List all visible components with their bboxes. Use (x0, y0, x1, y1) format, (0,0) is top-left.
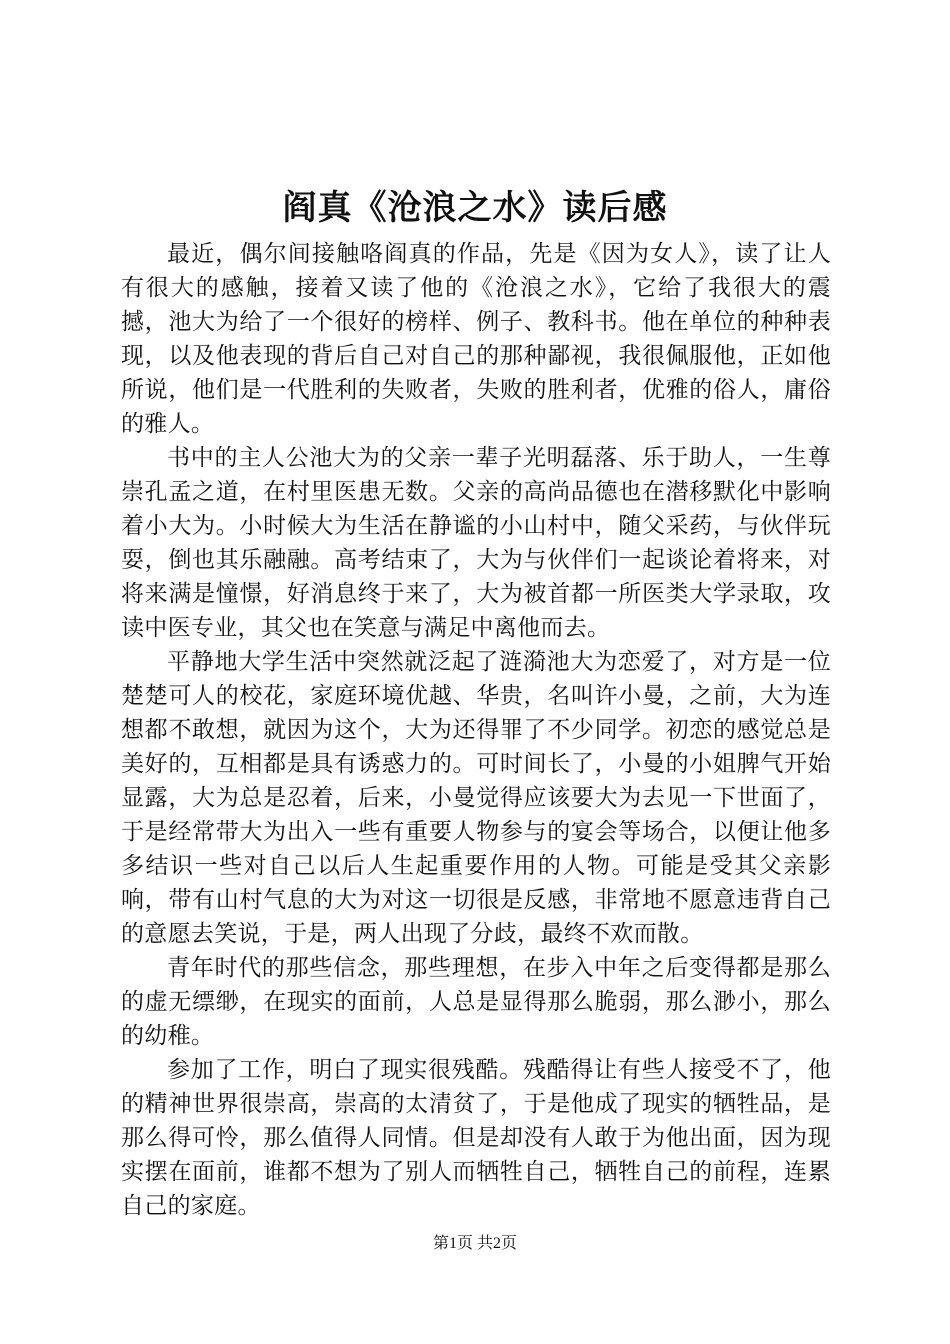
paragraph-1: 最近，偶尔间接触咯阎真的作品，先是《因为女人》，读了让人有很大的感触，接着又读了他的《沧浪之水》，它给了我很大的震撼，池大为给了一个很好的榜样、例子、教科书。他在单位的种种表现，以及他表现的背后自己对自己的那种鄙视，我很佩服他，正如他所说，他们是一代胜利的失败者，失败的胜利者，优雅的俗人，庸俗的雅人。 (121, 241, 831, 437)
document-body (121, 237, 831, 1223)
paragraph-4: 青年时代的那些信念，那些理想，在步入中年之后变得都是那么的虚无缥缈，在现实的面前，人总是显得那么脆弱，那么渺小，那么的幼稚。 (121, 955, 831, 1049)
paragraph-3: 平静地大学生活中突然就泛起了涟漪池大为恋爱了，对方是一位楚楚可人的校花，家庭环境优越、华贵，名叫许小曼，之前，大为连想都不敢想，就因为这个，大为还得罪了不少同学。初恋的感觉总是美好的，互相都是具有诱惑力的。可时间长了，小曼的小姐脾气开始显露，大为总是忍着，后来，小曼觉得应该要大为去见一下世面了，于是经常带大为出入一些有重要人物参与的宴会等场合，以便让他多多结识一些对自己以后人生起重要作用的人物。可能是受其父亲影响，带有山村气息的大为对这一切很是反感，非常地不愿意违背自己的意愿去笑说，于是，两人出现了分歧，最终不欢而散。 (121, 649, 831, 947)
paragraph-5: 参加了工作，明白了现实很残酷。残酷得让有些人接受不了，他的精神世界很崇高，崇高的太清贫了，于是他成了现实的牺牲品，是那么得可怜，那么值得人同情。但是却没有人敢于为他出面，因为现实摆在面前，谁都不想为了别人而牺牲自己，牺牲自己的前程，连累自己的家庭。 (121, 1057, 831, 1219)
paragraph-2: 书中的主人公池大为的父亲一辈子光明磊落、乐于助人，一生尊崇孔孟之道，在村里医患无数。父亲的高尚品德也在潜移默化中影响着小大为。小时候大为生活在静谧的小山村中，随父采药，与伙伴玩耍，倒也其乐融融。高考结束了，大为与伙伴们一起谈论着将来，对将来满是憧憬，好消息终于来了，大为被首都一所医类大学录取，攻读中医专业，其父也在笑意与满足中离他而去。 (121, 445, 831, 641)
document-title: 阎真《沧浪之水》读后感 (282, 188, 668, 228)
page-footer: 第1页 共2页 (432, 1235, 517, 1252)
